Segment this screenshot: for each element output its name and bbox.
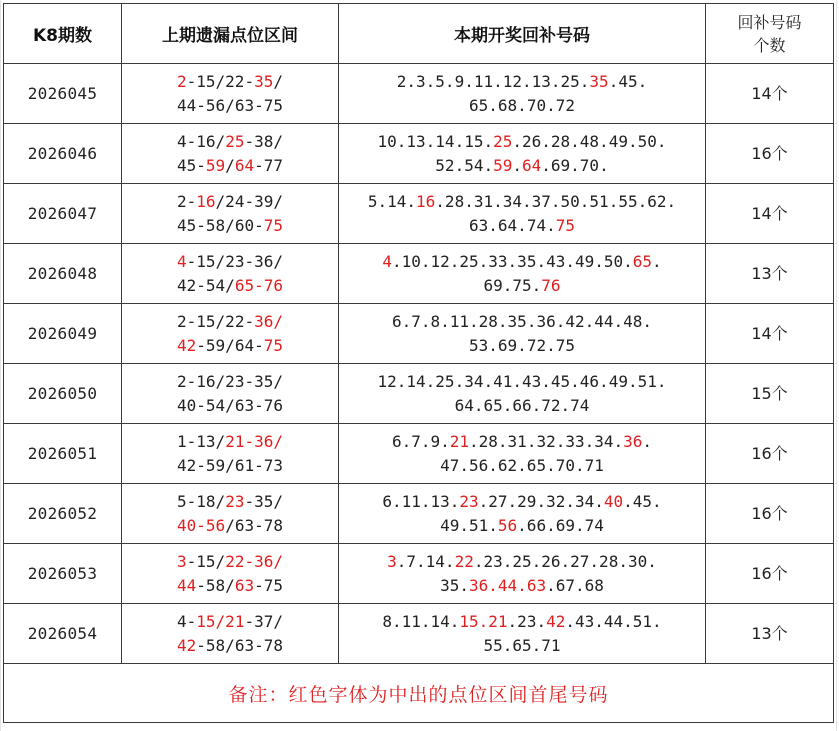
highlighted-number: 15/21	[196, 611, 245, 631]
number-text: 10.13.14.15.	[377, 131, 494, 151]
number-text: 40-54/63-76	[177, 395, 283, 415]
number-text: 5-18/	[177, 491, 226, 511]
number-text: .66.69.74	[517, 515, 604, 535]
count-cell[interactable]: 13个	[706, 604, 834, 664]
number-text: .43.44.51.	[565, 611, 662, 631]
numbers-line-2	[339, 514, 705, 538]
number-text: 4-	[177, 611, 197, 631]
period-cell[interactable]: 2026045	[4, 64, 122, 124]
numbers-cell[interactable]	[339, 64, 706, 124]
count-cell[interactable]: 14个	[706, 64, 834, 124]
numbers-line-2	[339, 394, 705, 418]
number-text: 63.64.74.	[469, 215, 556, 235]
table-row	[4, 364, 834, 424]
highlighted-number: 15.21	[459, 611, 508, 631]
number-text: .69.70.	[541, 155, 609, 175]
table-row	[4, 244, 834, 304]
number-text: 42-54/	[177, 275, 235, 295]
highlighted-number: 75	[263, 215, 283, 235]
header-row	[4, 4, 834, 64]
number-text: 69.75.	[483, 275, 542, 295]
range-cell[interactable]	[122, 484, 339, 544]
numbers-cell[interactable]	[339, 124, 706, 184]
numbers-line-1	[339, 310, 705, 334]
numbers-line-1	[339, 130, 705, 154]
highlighted-number: 40-56	[177, 515, 226, 535]
number-text: 53.69.72.75	[469, 335, 575, 355]
number-text: 12.14.25.34.41.43.45.46.49.51.	[377, 371, 667, 391]
number-text: .7.14.	[396, 551, 455, 571]
highlighted-number: 4	[177, 251, 187, 271]
number-text: .	[642, 431, 653, 451]
number-text: 42-59/61-73	[177, 455, 283, 475]
range-cell[interactable]	[122, 424, 339, 484]
number-text: .10.12.25.33.35.43.49.50.	[391, 251, 633, 271]
numbers-line-1	[339, 70, 705, 94]
highlighted-number: 44	[177, 575, 197, 595]
range-line-2	[122, 514, 338, 538]
numbers-line-1	[339, 250, 705, 274]
number-text: -37/	[244, 611, 283, 631]
number-text: .23.25.26.27.28.30.	[473, 551, 657, 571]
note-text: 备注：红色字体为中出的点位区间首尾号码	[228, 683, 609, 706]
period-cell[interactable]: 2026053	[4, 544, 122, 604]
number-text: -15/	[186, 551, 226, 571]
highlighted-number: 23	[459, 491, 479, 511]
range-line-2	[122, 634, 338, 658]
numbers-line-2	[339, 334, 705, 358]
number-text: -15/22-	[186, 71, 255, 91]
range-cell[interactable]	[122, 364, 339, 424]
highlighted-number: 16	[196, 191, 216, 211]
number-text: .23.	[507, 611, 547, 631]
range-line-1	[122, 310, 338, 334]
count-cell[interactable]: 16个	[706, 124, 834, 184]
number-text: -38/	[244, 131, 283, 151]
number-text: .26.28.48.49.50.	[512, 131, 667, 151]
table-row	[4, 484, 834, 544]
range-line-1	[122, 130, 338, 154]
number-text: 6.7.8.11.28.35.36.42.44.48.	[391, 311, 653, 331]
note-row	[4, 664, 834, 723]
period-cell[interactable]: 2026047	[4, 184, 122, 244]
period-cell[interactable]: 2026052	[4, 484, 122, 544]
highlighted-number: 21	[449, 431, 470, 451]
numbers-cell[interactable]	[339, 544, 706, 604]
highlighted-number: 59	[205, 155, 226, 175]
number-text: 8.11.14.	[382, 611, 460, 631]
sheet-gridline	[0, 0, 1, 731]
range-line-1	[122, 250, 338, 274]
header-numbers[interactable]: 本期开奖回补号码	[339, 4, 706, 64]
number-text: 5.14.	[367, 191, 417, 211]
range-line-2	[122, 274, 338, 298]
period-cell[interactable]: 2026050	[4, 364, 122, 424]
number-text: 2-	[177, 191, 197, 211]
table-row	[4, 544, 834, 604]
number-text: -15/23-36/	[186, 251, 283, 271]
number-text: 49.51.	[440, 515, 498, 535]
numbers-line-2	[339, 274, 705, 298]
count-cell[interactable]: 14个	[706, 304, 834, 364]
table-row	[4, 604, 834, 664]
highlighted-number: 63	[234, 575, 255, 595]
range-cell[interactable]	[122, 124, 339, 184]
range-line-1	[122, 490, 338, 514]
numbers-line-1	[339, 610, 705, 634]
count-cell[interactable]: 16个	[706, 424, 834, 484]
number-text: .27.29.32.34.	[478, 491, 604, 511]
highlighted-number: 35	[589, 71, 609, 91]
number-text: -58/	[196, 575, 235, 595]
number-text: /	[225, 155, 235, 175]
count-cell[interactable]: 13个	[706, 244, 834, 304]
highlighted-number: 42	[546, 611, 566, 631]
highlighted-number: 35	[254, 71, 274, 91]
highlighted-number: 3	[387, 551, 397, 571]
highlighted-number: 16	[416, 191, 436, 211]
number-text: -75	[254, 575, 283, 595]
sheet-gridline	[836, 0, 837, 731]
number-text: 55.65.71	[483, 635, 561, 655]
period-cell[interactable]: 2026046	[4, 124, 122, 184]
number-text: 47.56.62.65.70.71	[440, 455, 604, 475]
count-cell[interactable]: 16个	[706, 484, 834, 544]
numbers-line-2	[339, 574, 705, 598]
range-line-1	[122, 70, 338, 94]
highlighted-number: 75	[555, 215, 575, 235]
range-cell[interactable]	[122, 64, 339, 124]
count-cell[interactable]: 15个	[706, 364, 834, 424]
number-text: .	[652, 251, 662, 271]
highlighted-number: 65-76	[234, 275, 283, 295]
number-text: -59/64-	[196, 335, 264, 355]
highlighted-number: 36	[623, 431, 643, 451]
range-line-2	[122, 334, 338, 358]
range-cell[interactable]	[122, 304, 339, 364]
number-text: 45-	[177, 155, 206, 175]
numbers-line-1	[339, 190, 705, 214]
highlighted-number: 36.44.63	[469, 575, 547, 595]
header-period[interactable]: K8期数	[4, 4, 122, 64]
count-cell[interactable]: 16个	[706, 544, 834, 604]
numbers-line-2	[339, 454, 705, 478]
range-line-1	[122, 610, 338, 634]
number-text: -77	[254, 155, 283, 175]
numbers-line-1	[339, 430, 705, 454]
range-line-2	[122, 214, 338, 238]
count-cell[interactable]: 14个	[706, 184, 834, 244]
number-text: 35.	[440, 575, 470, 595]
numbers-cell[interactable]	[339, 304, 706, 364]
number-text: 2-16/23-35/	[177, 371, 283, 391]
highlighted-number: 25	[493, 131, 513, 151]
range-line-2	[122, 94, 338, 118]
range-line-2	[122, 454, 338, 478]
number-text: /63-78	[225, 515, 283, 535]
period-cell[interactable]: 2026049	[4, 304, 122, 364]
period-cell[interactable]: 2026051	[4, 424, 122, 484]
range-line-2	[122, 154, 338, 178]
highlighted-number: 22-36/	[225, 551, 283, 571]
number-text: .28.31.32.33.34.	[469, 431, 624, 451]
numbers-line-2	[339, 154, 705, 178]
range-line-1	[122, 190, 338, 214]
number-text: 64.65.66.72.74	[454, 395, 590, 415]
period-cell[interactable]: 2026054	[4, 604, 122, 664]
results-table	[3, 3, 834, 723]
highlighted-number: 40	[603, 491, 624, 511]
highlighted-number: 21-36/	[225, 431, 283, 451]
range-line-2	[122, 394, 338, 418]
number-text: 1-13/	[177, 431, 226, 451]
highlighted-number: 22	[454, 551, 474, 571]
number-text: /24-39/	[215, 191, 283, 211]
table-row	[4, 304, 834, 364]
number-text: 45-58/60-	[177, 215, 264, 235]
highlighted-number: 64	[234, 155, 255, 175]
highlighted-number: 42	[177, 335, 197, 355]
numbers-cell[interactable]	[339, 484, 706, 544]
highlighted-number: 4	[382, 251, 392, 271]
number-text: 2-15/22-	[177, 311, 255, 331]
period-cell[interactable]: 2026048	[4, 244, 122, 304]
header-count[interactable]	[706, 4, 834, 64]
number-text: .28.31.34.37.50.51.55.62.	[435, 191, 677, 211]
highlighted-number: 42	[177, 635, 197, 655]
range-line-1	[122, 430, 338, 454]
numbers-line-1	[339, 490, 705, 514]
number-text: 6.11.13.	[382, 491, 460, 511]
highlighted-number: 64	[522, 155, 542, 175]
numbers-line-2	[339, 634, 705, 658]
table-row	[4, 64, 834, 124]
number-text: -58/63-78	[196, 635, 283, 655]
numbers-cell[interactable]	[339, 184, 706, 244]
header-count-line2: 个数	[753, 35, 786, 55]
range-line-1	[122, 370, 338, 394]
range-line-2	[122, 574, 338, 598]
header-range[interactable]: 上期遗漏点位区间	[122, 4, 339, 64]
highlighted-number: 3	[177, 551, 187, 571]
numbers-line-2	[339, 214, 705, 238]
numbers-cell[interactable]	[339, 424, 706, 484]
highlighted-number: 2	[177, 71, 187, 91]
note-cell[interactable]	[4, 664, 834, 723]
table-row	[4, 124, 834, 184]
number-text: 65.68.70.72	[469, 95, 575, 115]
highlighted-number: 23	[225, 491, 245, 511]
number-text: 52.54.	[435, 155, 494, 175]
number-text: 4-16/	[177, 131, 226, 151]
highlighted-number: 36/	[254, 311, 283, 331]
table-row	[4, 184, 834, 244]
numbers-line-2	[339, 94, 705, 118]
table-row	[4, 424, 834, 484]
range-cell[interactable]	[122, 604, 339, 664]
highlighted-number: 65	[632, 251, 653, 271]
highlighted-number: 25	[225, 131, 245, 151]
header-count-line1: 回补号码	[737, 12, 802, 32]
number-text: -35/	[244, 491, 283, 511]
highlighted-number: 75	[263, 335, 283, 355]
number-text: 44-56/63-75	[177, 95, 283, 115]
range-cell[interactable]	[122, 544, 339, 604]
number-text: .45.	[623, 491, 662, 511]
numbers-cell[interactable]	[339, 604, 706, 664]
number-text: .67.68	[546, 575, 604, 595]
number-text: .	[512, 155, 522, 175]
highlighted-number: 56	[497, 515, 518, 535]
numbers-line-1	[339, 370, 705, 394]
numbers-cell[interactable]	[339, 244, 706, 304]
range-line-1	[122, 550, 338, 574]
range-cell[interactable]	[122, 244, 339, 304]
range-cell[interactable]	[122, 184, 339, 244]
numbers-cell[interactable]	[339, 364, 706, 424]
number-text: .45.	[608, 71, 648, 91]
highlighted-number: 76	[541, 275, 561, 295]
number-text: 6.7.9.	[391, 431, 450, 451]
number-text: /	[273, 71, 283, 91]
highlighted-number: 59	[493, 155, 513, 175]
numbers-line-1	[339, 550, 705, 574]
number-text: 2.3.5.9.11.12.13.25.	[396, 71, 590, 91]
